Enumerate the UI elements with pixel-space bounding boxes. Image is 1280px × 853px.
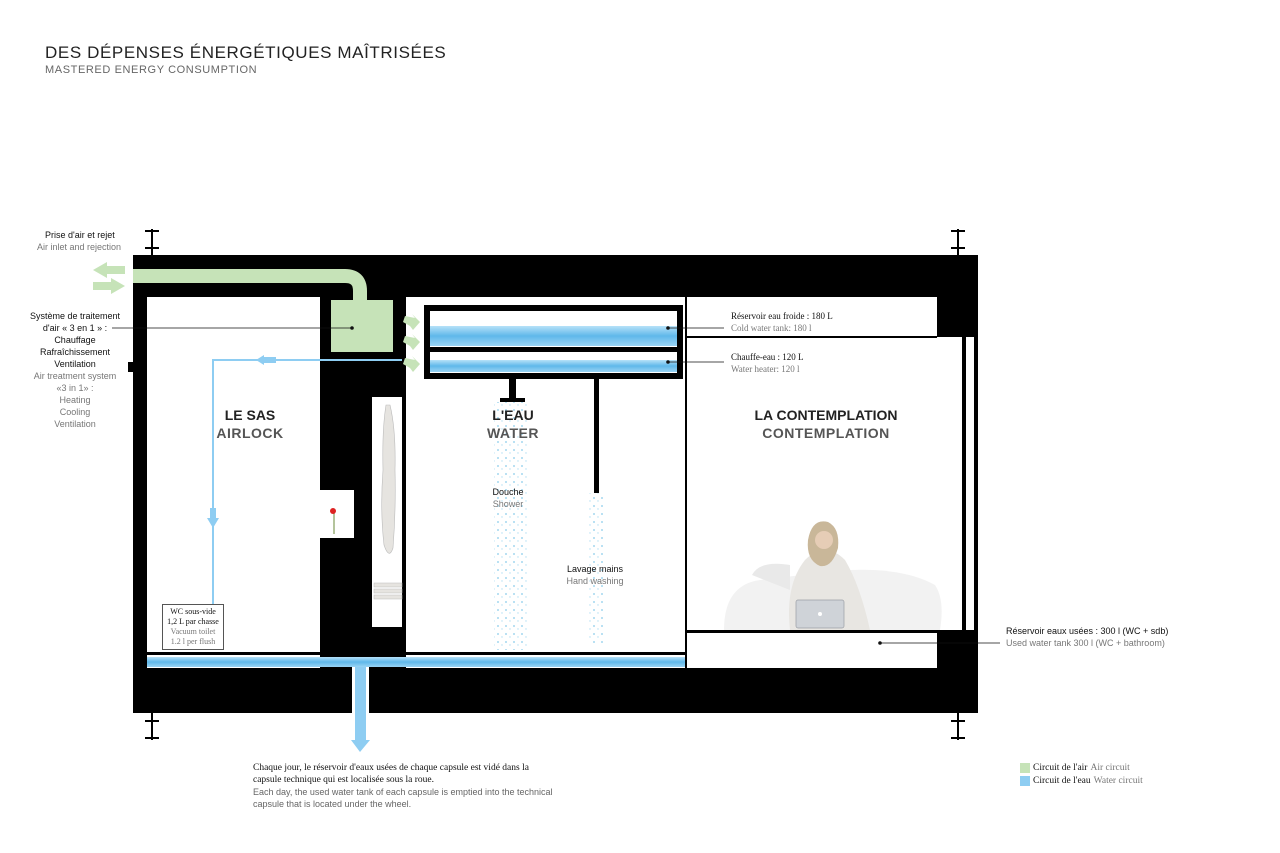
cold-tank-fr: Réservoir eau froide : 180 L	[731, 311, 833, 321]
cold-water-tank-label	[731, 310, 833, 334]
treatment-en-line-5: Ventilation	[54, 419, 96, 429]
page-title: DES DÉPENSES ÉNERGÉTIQUES MAÎTRISÉES	[45, 43, 447, 62]
treatment-en-line-4: Cooling	[59, 407, 91, 417]
wc-en-2: 1.2 l per flush	[170, 637, 216, 646]
water-tanks	[424, 305, 683, 493]
legend-air-en: Air circuit	[1090, 763, 1130, 773]
water-en: WATER	[486, 425, 539, 441]
wc-fr-1: WC sous-vide	[170, 607, 216, 616]
room-airlock-title	[190, 406, 310, 442]
used-water-tank-label	[1006, 625, 1168, 649]
treatment-fr-line-4: Rafraîchissement	[39, 347, 111, 357]
treatment-en-line-3: Heating	[59, 395, 91, 405]
page-subtitle: MASTERED ENERGY CONSUMPTION	[45, 64, 258, 76]
treatment-fr-line-1: Système de traitement	[29, 311, 121, 321]
hand-washing-fr: Lavage mains	[566, 564, 624, 574]
hand-washing-en: Hand washing	[566, 576, 624, 586]
air-inlet-label-en: Air inlet and rejection	[37, 242, 122, 252]
legend-air-swatch	[1020, 763, 1030, 773]
treatment-en-line-2: «3 in 1» :	[56, 383, 94, 393]
shower-en: Shower	[492, 499, 524, 509]
hand-washing-label	[560, 563, 630, 587]
treatment-en-line-1: Air treatment system	[33, 371, 117, 381]
water-heater-fill	[430, 360, 677, 372]
used-water-tank-fill	[147, 657, 685, 667]
shelf-niche	[320, 490, 354, 538]
used-tank-fr: Réservoir eaux usées : 300 l (WC + sdb)	[1006, 626, 1169, 636]
note-fr: Chaque jour, le réservoir d'eaux usées de chaque capsule est vidé dans la capsule technique qui est localisée sous la roue.	[253, 763, 529, 785]
airlock-en: AIRLOCK	[216, 425, 284, 441]
legend-water-swatch	[1020, 776, 1030, 786]
shower-label	[478, 486, 538, 510]
heater-fr: Chauffe-eau : 120 L	[731, 352, 804, 362]
note-en: Each day, the used water tank of each capsule is emptied into the technical capsule that is located under the wheel.	[253, 787, 553, 809]
treatment-fr-line-3: Chauffage	[54, 335, 96, 345]
contemplation-fr: LA CONTEMPLATION	[754, 407, 898, 423]
room-water-title	[453, 406, 573, 442]
treatment-fr-line-5: Ventilation	[54, 359, 96, 369]
person-with-laptop-illustration	[724, 521, 942, 630]
legend-water-fr: Circuit de l'eau	[1033, 776, 1091, 786]
wc-en-1: Vacuum toilet	[170, 627, 216, 636]
heater-en: Water heater: 120 l	[731, 364, 800, 374]
daily-emptying-note	[253, 762, 553, 810]
room-contemplation-title	[736, 406, 916, 442]
shower-fr: Douche	[492, 487, 524, 497]
cold-tank-en: Cold water tank: 180 l	[731, 323, 812, 333]
legend-air-circuit	[1020, 763, 1130, 773]
used-tank-en: Used water tank 300 l (WC + bathroom)	[1006, 638, 1165, 648]
treatment-fr-line-2: d'air « 3 en 1 » :	[42, 323, 108, 333]
air-inlet-label	[37, 229, 122, 253]
legend-water-en: Water circuit	[1093, 776, 1143, 786]
water-heater-label	[731, 351, 804, 375]
airlock-fr: LE SAS	[224, 407, 276, 423]
legend-air-fr: Circuit de l'air	[1033, 763, 1088, 773]
cold-water-tank-fill	[430, 326, 677, 346]
vacuum-toilet-label	[162, 604, 224, 650]
air-inlet-label-fr: Prise d'air et rejet	[45, 230, 115, 240]
water-fr: L'EAU	[492, 407, 534, 423]
legend-water-circuit	[1020, 776, 1143, 786]
wc-fr-2: 1,2 L par chasse	[167, 617, 219, 626]
contemplation-en: CONTEMPLATION	[762, 425, 890, 441]
air-treatment-label	[23, 310, 127, 430]
